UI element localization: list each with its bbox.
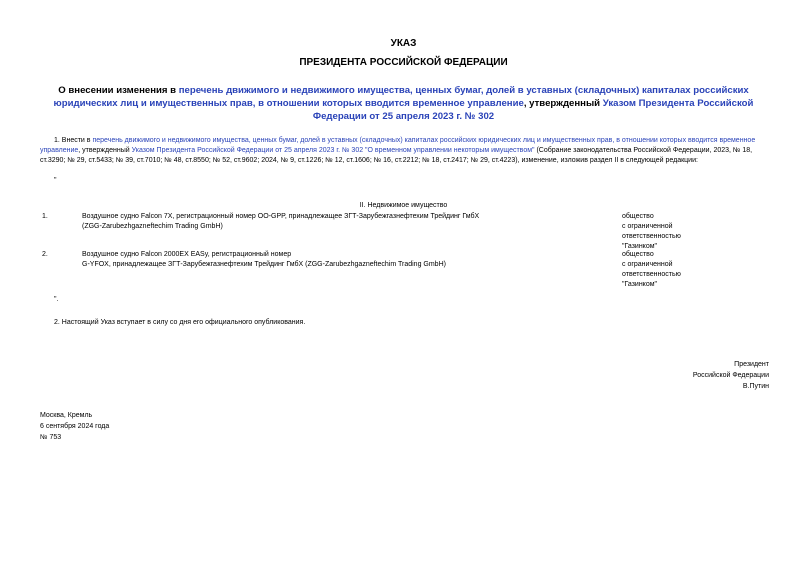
point1-text-2: , утвержденный (78, 147, 132, 154)
quote-close-mark: ". (54, 296, 59, 303)
row-1-owner (622, 212, 742, 252)
issue-details (40, 410, 240, 443)
signature-block (569, 359, 769, 392)
point-1-paragraph (40, 136, 775, 166)
row-2-owner-line: с ограниченной (622, 261, 673, 268)
document-title: УКАЗ (390, 38, 417, 49)
row-2-owner-line: ответственностью (622, 271, 681, 278)
row-1-owner-line: ответственностью (622, 233, 681, 240)
row-1-desc-line2: (ZGG-Zarubezhgazneftechim Trading GmbH) (82, 223, 223, 230)
row-1-owner-line: общество (622, 213, 654, 220)
document-subtitle: ПРЕЗИДЕНТА РОССИЙСКОЙ ФЕДЕРАЦИИ (299, 57, 508, 68)
signature-name: В.Путин (742, 383, 769, 390)
point1-link-list[interactable]: перечень движимого и недвижимого имущества, ценных бумаг, долей в уставных (складочных) капиталах российских юридических лиц и имущественных прав, в отношении которых вводится временное управление (40, 137, 756, 154)
subject-text-2: , утвержденный (523, 98, 603, 109)
signature-country: Российской Федерации (692, 372, 769, 379)
row-2-number: 2. (42, 251, 48, 258)
row-2-owner (622, 250, 742, 290)
subject-link-list[interactable]: перечень движимого и недвижимого имущества, ценных бумаг, долей в уставных (складочных) капиталах российских юридических лиц и имущественных прав, в отношении которых вводится временное управление (53, 85, 749, 109)
row-1-number: 1. (42, 213, 48, 220)
row-1-desc-line1: Воздушное судно Falcon 7X, регистрационный номер OO-GPP, принадлежащее ЗГТ-Зарубежгазнефтехим Трейдинг ГмбХ (82, 213, 480, 220)
row-2-desc-line1: Воздушное судно Falcon 2000EX EASy, регистрационный номер (82, 251, 292, 258)
quote-open-mark: " (54, 177, 57, 184)
signature-position: Президент (734, 361, 769, 368)
row-2-owner-line: общество (622, 251, 654, 258)
subject-link-decree[interactable]: Указом Президента Российской Федерации от 25 апреля 2023 г. № 302 (312, 98, 754, 122)
row-1-owner-line: с ограниченной (622, 223, 673, 230)
row-2-desc-line2: G-YFOX, принадлежащее ЗГТ-Зарубежгазнефтехим Трейдинг ГмбХ (ZGG-Zarubezhgazneftechim Trading GmbH) (82, 261, 446, 268)
point-2-paragraph: 2. Настоящий Указ вступает в силу со дня его официального опубликования. (54, 319, 306, 326)
document-subject (30, 84, 777, 123)
issue-place: Москва, Кремль (40, 412, 93, 419)
row-1-owner-line: "Газинком" (622, 243, 658, 250)
issue-number: № 753 (40, 434, 62, 441)
point1-text-1: 1. Внести в (54, 137, 93, 144)
row-2-owner-line: "Газинком" (622, 281, 658, 288)
issue-date: 6 сентября 2024 года (40, 423, 110, 430)
row-1-description (82, 212, 602, 232)
point1-link-decree[interactable]: Указом Президента Российской Федерации от 25 апреля 2023 г. № 302 "О временном управлении некоторым имуществом" (131, 147, 535, 154)
row-2-description (82, 250, 602, 270)
subject-text-1: О внесении изменения в (58, 85, 179, 96)
section-heading: II. Недвижимое имущество (359, 202, 448, 209)
point1-text-3: (Собрание законодательства Российской Федерации, 2023, № 18, ст.3290; № 29, ст.5433; № 39, ст.7010; № 48, ст.8550; № 52, ст.9602; 2024, № 9, ст.1226; № 12, ст.1606; № 16, ст.2212; № 18, ст.2417; № 29, ст.4223), изменение, изложив раздел II в следующей редакции: (40, 147, 753, 164)
